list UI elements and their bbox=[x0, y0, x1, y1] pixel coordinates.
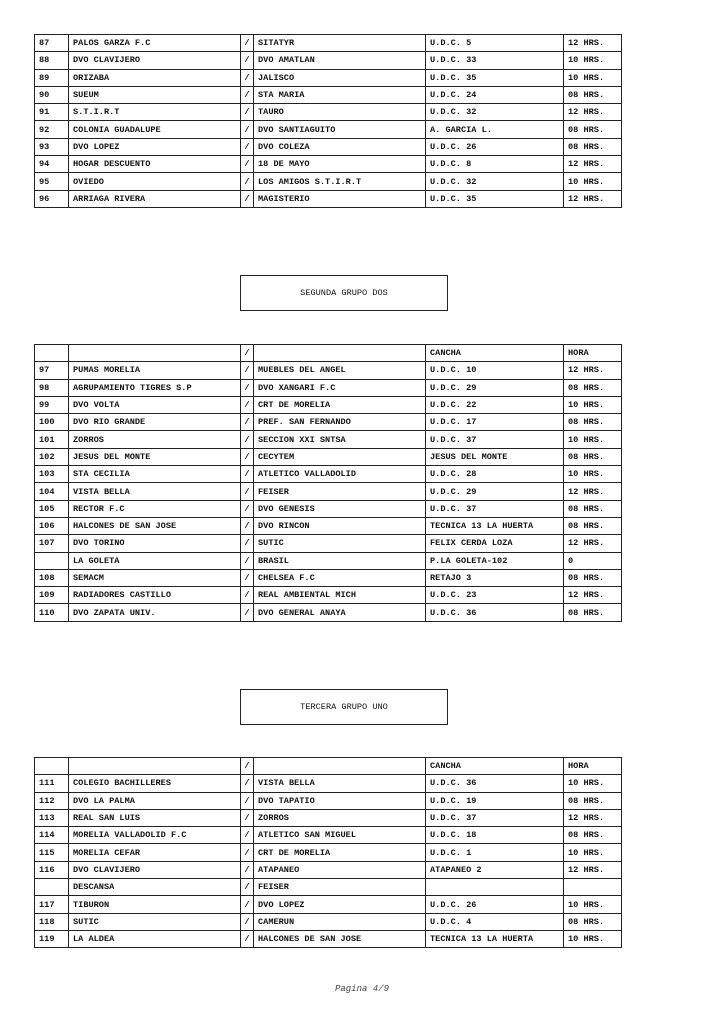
versus-separator-cell: / bbox=[241, 121, 254, 138]
venue-cell: U.D.C. 19 bbox=[426, 792, 564, 809]
table-row bbox=[35, 379, 622, 396]
away-team-cell: MUEBLES DEL ANGEL bbox=[254, 362, 426, 379]
match-number-cell: 114 bbox=[35, 827, 69, 844]
table-row bbox=[35, 35, 622, 52]
venue-cell: U.D.C. 37 bbox=[426, 500, 564, 517]
match-number-cell: 116 bbox=[35, 861, 69, 878]
venue-cell: U.D.C. 23 bbox=[426, 587, 564, 604]
home-team-cell: RECTOR F.C bbox=[69, 500, 241, 517]
venue-cell: U.D.C. 5 bbox=[426, 35, 564, 52]
match-number-cell: 90 bbox=[35, 86, 69, 103]
match-number-cell bbox=[35, 879, 69, 896]
versus-separator-cell: / bbox=[241, 569, 254, 586]
time-cell: 10 HRS. bbox=[564, 52, 622, 69]
section-title: TERCERA GRUPO UNO bbox=[300, 702, 388, 712]
versus-separator-cell: / bbox=[241, 500, 254, 517]
away-team-cell: DVO AMATLAN bbox=[254, 52, 426, 69]
header-home-team-cell bbox=[69, 758, 241, 775]
header-time-cell: HORA bbox=[564, 758, 622, 775]
versus-separator-cell: / bbox=[241, 483, 254, 500]
away-team-cell: DVO GENESIS bbox=[254, 500, 426, 517]
table-row bbox=[35, 792, 622, 809]
header-venue-cell: CANCHA bbox=[426, 758, 564, 775]
time-cell: 08 HRS. bbox=[564, 913, 622, 930]
table-row bbox=[35, 190, 622, 207]
away-team-cell: DVO TAPATIO bbox=[254, 792, 426, 809]
table-header-row bbox=[35, 758, 622, 775]
versus-separator-cell: / bbox=[241, 587, 254, 604]
time-cell: 10 HRS. bbox=[564, 396, 622, 413]
away-team-cell: 18 DE MAYO bbox=[254, 156, 426, 173]
time-cell: 10 HRS. bbox=[564, 844, 622, 861]
venue-cell: U.D.C. 36 bbox=[426, 775, 564, 792]
table-row bbox=[35, 587, 622, 604]
home-team-cell: SUEUM bbox=[69, 86, 241, 103]
away-team-cell: JALISCO bbox=[254, 69, 426, 86]
time-cell: 0 bbox=[564, 552, 622, 569]
table-row bbox=[35, 121, 622, 138]
time-cell: 10 HRS. bbox=[564, 173, 622, 190]
home-team-cell: MORELIA VALLADOLID F.C bbox=[69, 827, 241, 844]
table-row bbox=[35, 483, 622, 500]
away-team-cell: DVO GENERAL ANAYA bbox=[254, 604, 426, 621]
venue-cell: U.D.C. 18 bbox=[426, 827, 564, 844]
versus-separator-cell: / bbox=[241, 156, 254, 173]
away-team-cell: ZORROS bbox=[254, 809, 426, 826]
match-number-cell: 87 bbox=[35, 35, 69, 52]
match-number-cell: 88 bbox=[35, 52, 69, 69]
home-team-cell: ARRIAGA RIVERA bbox=[69, 190, 241, 207]
home-team-cell: HOGAR DESCUENTO bbox=[69, 156, 241, 173]
away-team-cell: HALCONES DE SAN JOSE bbox=[254, 930, 426, 947]
away-team-cell: DVO XANGARI F.C bbox=[254, 379, 426, 396]
match-number-cell: 105 bbox=[35, 500, 69, 517]
time-cell: 12 HRS. bbox=[564, 190, 622, 207]
away-team-cell: LOS AMIGOS S.T.I.R.T bbox=[254, 173, 426, 190]
home-team-cell: PALOS GARZA F.C bbox=[69, 35, 241, 52]
home-team-cell: HALCONES DE SAN JOSE bbox=[69, 517, 241, 534]
time-cell: 10 HRS. bbox=[564, 775, 622, 792]
venue-cell: TECNICA 13 LA HUERTA bbox=[426, 517, 564, 534]
away-team-cell: DVO RINCON bbox=[254, 517, 426, 534]
home-team-cell: MORELIA CEFAR bbox=[69, 844, 241, 861]
table-row bbox=[35, 448, 622, 465]
time-cell: 10 HRS. bbox=[564, 930, 622, 947]
time-cell: 08 HRS. bbox=[564, 414, 622, 431]
home-team-cell: TIBURON bbox=[69, 896, 241, 913]
time-cell: 10 HRS. bbox=[564, 466, 622, 483]
venue-cell: U.D.C. 33 bbox=[426, 52, 564, 69]
venue-cell: U.D.C. 10 bbox=[426, 362, 564, 379]
home-team-cell: JESUS DEL MONTE bbox=[69, 448, 241, 465]
section-title-box bbox=[240, 275, 448, 311]
header-home-team-cell bbox=[69, 345, 241, 362]
home-team-cell: REAL SAN LUIS bbox=[69, 809, 241, 826]
versus-separator-cell: / bbox=[241, 930, 254, 947]
table-row bbox=[35, 414, 622, 431]
time-cell: 08 HRS. bbox=[564, 500, 622, 517]
time-cell: 12 HRS. bbox=[564, 861, 622, 878]
table-row bbox=[35, 844, 622, 861]
match-number-cell bbox=[35, 552, 69, 569]
match-number-cell: 94 bbox=[35, 156, 69, 173]
versus-separator-cell: / bbox=[241, 879, 254, 896]
match-table-3 bbox=[34, 757, 622, 948]
table-row bbox=[35, 827, 622, 844]
match-number-cell: 119 bbox=[35, 930, 69, 947]
home-team-cell: OVIEDO bbox=[69, 173, 241, 190]
home-team-cell: SEMACM bbox=[69, 569, 241, 586]
header-venue-cell: CANCHA bbox=[426, 345, 564, 362]
away-team-cell: SITATYR bbox=[254, 35, 426, 52]
table-row bbox=[35, 173, 622, 190]
time-cell: 08 HRS. bbox=[564, 569, 622, 586]
venue-cell: A. GARCIA L. bbox=[426, 121, 564, 138]
venue-cell: U.D.C. 37 bbox=[426, 809, 564, 826]
match-number-cell: 98 bbox=[35, 379, 69, 396]
versus-separator-cell: / bbox=[241, 104, 254, 121]
header-match-number-cell bbox=[35, 345, 69, 362]
table-row bbox=[35, 896, 622, 913]
away-team-cell: CHELSEA F.C bbox=[254, 569, 426, 586]
table-row bbox=[35, 913, 622, 930]
venue-cell bbox=[426, 879, 564, 896]
venue-cell: U.D.C. 22 bbox=[426, 396, 564, 413]
time-cell: 12 HRS. bbox=[564, 35, 622, 52]
match-table-2 bbox=[34, 344, 622, 622]
venue-cell: U.D.C. 1 bbox=[426, 844, 564, 861]
header-match-number-cell bbox=[35, 758, 69, 775]
versus-separator-cell: / bbox=[241, 431, 254, 448]
home-team-cell: DVO TORINO bbox=[69, 535, 241, 552]
away-team-cell: FEISER bbox=[254, 879, 426, 896]
home-team-cell: DVO RIO GRANDE bbox=[69, 414, 241, 431]
time-cell: 08 HRS. bbox=[564, 827, 622, 844]
match-number-cell: 102 bbox=[35, 448, 69, 465]
home-team-cell: ZORROS bbox=[69, 431, 241, 448]
table-row bbox=[35, 466, 622, 483]
home-team-cell: PUMAS MORELIA bbox=[69, 362, 241, 379]
away-team-cell: ATLETICO SAN MIGUEL bbox=[254, 827, 426, 844]
home-team-cell: ORIZABA bbox=[69, 69, 241, 86]
match-number-cell: 99 bbox=[35, 396, 69, 413]
table-row bbox=[35, 69, 622, 86]
table-row bbox=[35, 104, 622, 121]
venue-cell: U.D.C. 35 bbox=[426, 69, 564, 86]
table-row bbox=[35, 569, 622, 586]
venue-cell: U.D.C. 29 bbox=[426, 379, 564, 396]
venue-cell: U.D.C. 36 bbox=[426, 604, 564, 621]
table-row bbox=[35, 517, 622, 534]
away-team-cell: REAL AMBIENTAL MICH bbox=[254, 587, 426, 604]
match-number-cell: 101 bbox=[35, 431, 69, 448]
page-number: Pagina 4/9 bbox=[334, 984, 389, 994]
time-cell: 10 HRS. bbox=[564, 896, 622, 913]
home-team-cell: COLEGIO BACHILLERES bbox=[69, 775, 241, 792]
table-row bbox=[35, 604, 622, 621]
venue-cell: U.D.C. 29 bbox=[426, 483, 564, 500]
match-number-cell: 91 bbox=[35, 104, 69, 121]
away-team-cell: CRT DE MORELIA bbox=[254, 844, 426, 861]
versus-separator-cell: / bbox=[241, 396, 254, 413]
match-number-cell: 108 bbox=[35, 569, 69, 586]
versus-separator-cell: / bbox=[241, 517, 254, 534]
home-team-cell: AGRUPAMIENTO TIGRES S.P bbox=[69, 379, 241, 396]
home-team-cell: DVO LOPEZ bbox=[69, 138, 241, 155]
venue-cell: U.D.C. 8 bbox=[426, 156, 564, 173]
versus-separator-cell: / bbox=[241, 466, 254, 483]
home-team-cell: COLONIA GUADALUPE bbox=[69, 121, 241, 138]
time-cell: 08 HRS. bbox=[564, 121, 622, 138]
time-cell: 08 HRS. bbox=[564, 517, 622, 534]
section-title: SEGUNDA GRUPO DOS bbox=[300, 288, 388, 298]
away-team-cell: DVO LOPEZ bbox=[254, 896, 426, 913]
home-team-cell: RADIADORES CASTILLO bbox=[69, 587, 241, 604]
versus-separator-cell: / bbox=[241, 844, 254, 861]
time-cell: 12 HRS. bbox=[564, 104, 622, 121]
versus-separator-cell: / bbox=[241, 809, 254, 826]
time-cell: 08 HRS. bbox=[564, 792, 622, 809]
versus-separator-cell: / bbox=[241, 138, 254, 155]
table-row bbox=[35, 535, 622, 552]
versus-separator-cell: / bbox=[241, 827, 254, 844]
home-team-cell: LA GOLETA bbox=[69, 552, 241, 569]
time-cell: 10 HRS. bbox=[564, 431, 622, 448]
versus-separator-cell: / bbox=[241, 448, 254, 465]
header-away-team-cell bbox=[254, 345, 426, 362]
versus-separator-cell: / bbox=[241, 535, 254, 552]
venue-cell: P.LA GOLETA-102 bbox=[426, 552, 564, 569]
venue-cell: U.D.C. 4 bbox=[426, 913, 564, 930]
match-number-cell: 93 bbox=[35, 138, 69, 155]
venue-cell: U.D.C. 32 bbox=[426, 104, 564, 121]
table-row bbox=[35, 775, 622, 792]
venue-cell: U.D.C. 28 bbox=[426, 466, 564, 483]
table-row bbox=[35, 431, 622, 448]
home-team-cell: VISTA BELLA bbox=[69, 483, 241, 500]
time-cell: 08 HRS. bbox=[564, 86, 622, 103]
away-team-cell: ATAPANEO bbox=[254, 861, 426, 878]
away-team-cell: TAURO bbox=[254, 104, 426, 121]
match-number-cell: 100 bbox=[35, 414, 69, 431]
venue-cell: U.D.C. 32 bbox=[426, 173, 564, 190]
match-table-body bbox=[35, 35, 622, 208]
venue-cell: U.D.C. 24 bbox=[426, 86, 564, 103]
time-cell: 12 HRS. bbox=[564, 587, 622, 604]
time-cell: 12 HRS. bbox=[564, 535, 622, 552]
match-number-cell: 115 bbox=[35, 844, 69, 861]
away-team-cell: PREF. SAN FERNANDO bbox=[254, 414, 426, 431]
table-row bbox=[35, 809, 622, 826]
away-team-cell: VISTA BELLA bbox=[254, 775, 426, 792]
venue-cell: U.D.C. 37 bbox=[426, 431, 564, 448]
versus-separator-cell: / bbox=[241, 190, 254, 207]
header-away-team-cell bbox=[254, 758, 426, 775]
away-team-cell: FEISER bbox=[254, 483, 426, 500]
match-number-cell: 95 bbox=[35, 173, 69, 190]
versus-separator-cell: / bbox=[241, 69, 254, 86]
versus-separator-cell: / bbox=[241, 861, 254, 878]
time-cell: 12 HRS. bbox=[564, 362, 622, 379]
away-team-cell: MAGISTERIO bbox=[254, 190, 426, 207]
versus-separator-cell: / bbox=[241, 414, 254, 431]
match-number-cell: 117 bbox=[35, 896, 69, 913]
away-team-cell: SECCION XXI SNTSA bbox=[254, 431, 426, 448]
venue-cell: JESUS DEL MONTE bbox=[426, 448, 564, 465]
match-number-cell: 112 bbox=[35, 792, 69, 809]
table-row bbox=[35, 930, 622, 947]
away-team-cell: BRASIL bbox=[254, 552, 426, 569]
away-team-cell: DVO SANTIAGUITO bbox=[254, 121, 426, 138]
match-number-cell: 110 bbox=[35, 604, 69, 621]
table-row bbox=[35, 138, 622, 155]
away-team-cell: CECYTEM bbox=[254, 448, 426, 465]
versus-separator-cell: / bbox=[241, 86, 254, 103]
match-number-cell: 89 bbox=[35, 69, 69, 86]
time-cell bbox=[564, 879, 622, 896]
versus-separator-cell: / bbox=[241, 604, 254, 621]
venue-cell: ATAPANEO 2 bbox=[426, 861, 564, 878]
versus-separator-cell: / bbox=[241, 896, 254, 913]
header-versus-separator-cell: / bbox=[241, 345, 254, 362]
versus-separator-cell: / bbox=[241, 362, 254, 379]
versus-separator-cell: / bbox=[241, 35, 254, 52]
match-number-cell: 107 bbox=[35, 535, 69, 552]
table-row bbox=[35, 500, 622, 517]
time-cell: 08 HRS. bbox=[564, 448, 622, 465]
versus-separator-cell: / bbox=[241, 379, 254, 396]
home-team-cell: LA ALDEA bbox=[69, 930, 241, 947]
match-table-body bbox=[35, 345, 622, 622]
venue-cell: TECNICA 13 LA HUERTA bbox=[426, 930, 564, 947]
versus-separator-cell: / bbox=[241, 792, 254, 809]
match-number-cell: 103 bbox=[35, 466, 69, 483]
match-number-cell: 109 bbox=[35, 587, 69, 604]
away-team-cell: DVO COLEZA bbox=[254, 138, 426, 155]
away-team-cell: STA MARIA bbox=[254, 86, 426, 103]
away-team-cell: ATLETICO VALLADOLID bbox=[254, 466, 426, 483]
time-cell: 08 HRS. bbox=[564, 379, 622, 396]
header-versus-separator-cell: / bbox=[241, 758, 254, 775]
versus-separator-cell: / bbox=[241, 52, 254, 69]
table-row bbox=[35, 396, 622, 413]
venue-cell: FELIX CERDA LOZA bbox=[426, 535, 564, 552]
home-team-cell: DESCANSA bbox=[69, 879, 241, 896]
table-row bbox=[35, 362, 622, 379]
home-team-cell: DVO VOLTA bbox=[69, 396, 241, 413]
match-number-cell: 113 bbox=[35, 809, 69, 826]
home-team-cell: DVO LA PALMA bbox=[69, 792, 241, 809]
away-team-cell: SUTIC bbox=[254, 535, 426, 552]
section-title-box bbox=[240, 689, 448, 725]
match-number-cell: 92 bbox=[35, 121, 69, 138]
versus-separator-cell: / bbox=[241, 913, 254, 930]
time-cell: 12 HRS. bbox=[564, 483, 622, 500]
time-cell: 12 HRS. bbox=[564, 809, 622, 826]
time-cell: 12 HRS. bbox=[564, 156, 622, 173]
time-cell: 10 HRS. bbox=[564, 69, 622, 86]
table-row bbox=[35, 552, 622, 569]
time-cell: 08 HRS. bbox=[564, 604, 622, 621]
table-row bbox=[35, 156, 622, 173]
header-time-cell: HORA bbox=[564, 345, 622, 362]
match-table-1 bbox=[34, 34, 622, 208]
table-header-row bbox=[35, 345, 622, 362]
home-team-cell: SUTIC bbox=[69, 913, 241, 930]
match-number-cell: 118 bbox=[35, 913, 69, 930]
venue-cell: U.D.C. 17 bbox=[426, 414, 564, 431]
table-row bbox=[35, 879, 622, 896]
versus-separator-cell: / bbox=[241, 173, 254, 190]
away-team-cell: CRT DE MORELIA bbox=[254, 396, 426, 413]
venue-cell: U.D.C. 26 bbox=[426, 896, 564, 913]
home-team-cell: DVO ZAPATA UNIV. bbox=[69, 604, 241, 621]
venue-cell: U.D.C. 35 bbox=[426, 190, 564, 207]
home-team-cell: DVO CLAVIJERO bbox=[69, 52, 241, 69]
time-cell: 08 HRS. bbox=[564, 138, 622, 155]
table-row bbox=[35, 52, 622, 69]
table-row bbox=[35, 861, 622, 878]
versus-separator-cell: / bbox=[241, 775, 254, 792]
match-number-cell: 106 bbox=[35, 517, 69, 534]
home-team-cell: DVO CLAVIJERO bbox=[69, 861, 241, 878]
match-number-cell: 111 bbox=[35, 775, 69, 792]
home-team-cell: STA CECILIA bbox=[69, 466, 241, 483]
match-table-body bbox=[35, 758, 622, 948]
table-row bbox=[35, 86, 622, 103]
match-number-cell: 104 bbox=[35, 483, 69, 500]
match-number-cell: 97 bbox=[35, 362, 69, 379]
versus-separator-cell: / bbox=[241, 552, 254, 569]
match-number-cell: 96 bbox=[35, 190, 69, 207]
away-team-cell: CAMERUN bbox=[254, 913, 426, 930]
venue-cell: RETAJO 3 bbox=[426, 569, 564, 586]
venue-cell: U.D.C. 26 bbox=[426, 138, 564, 155]
home-team-cell: S.T.I.R.T bbox=[69, 104, 241, 121]
